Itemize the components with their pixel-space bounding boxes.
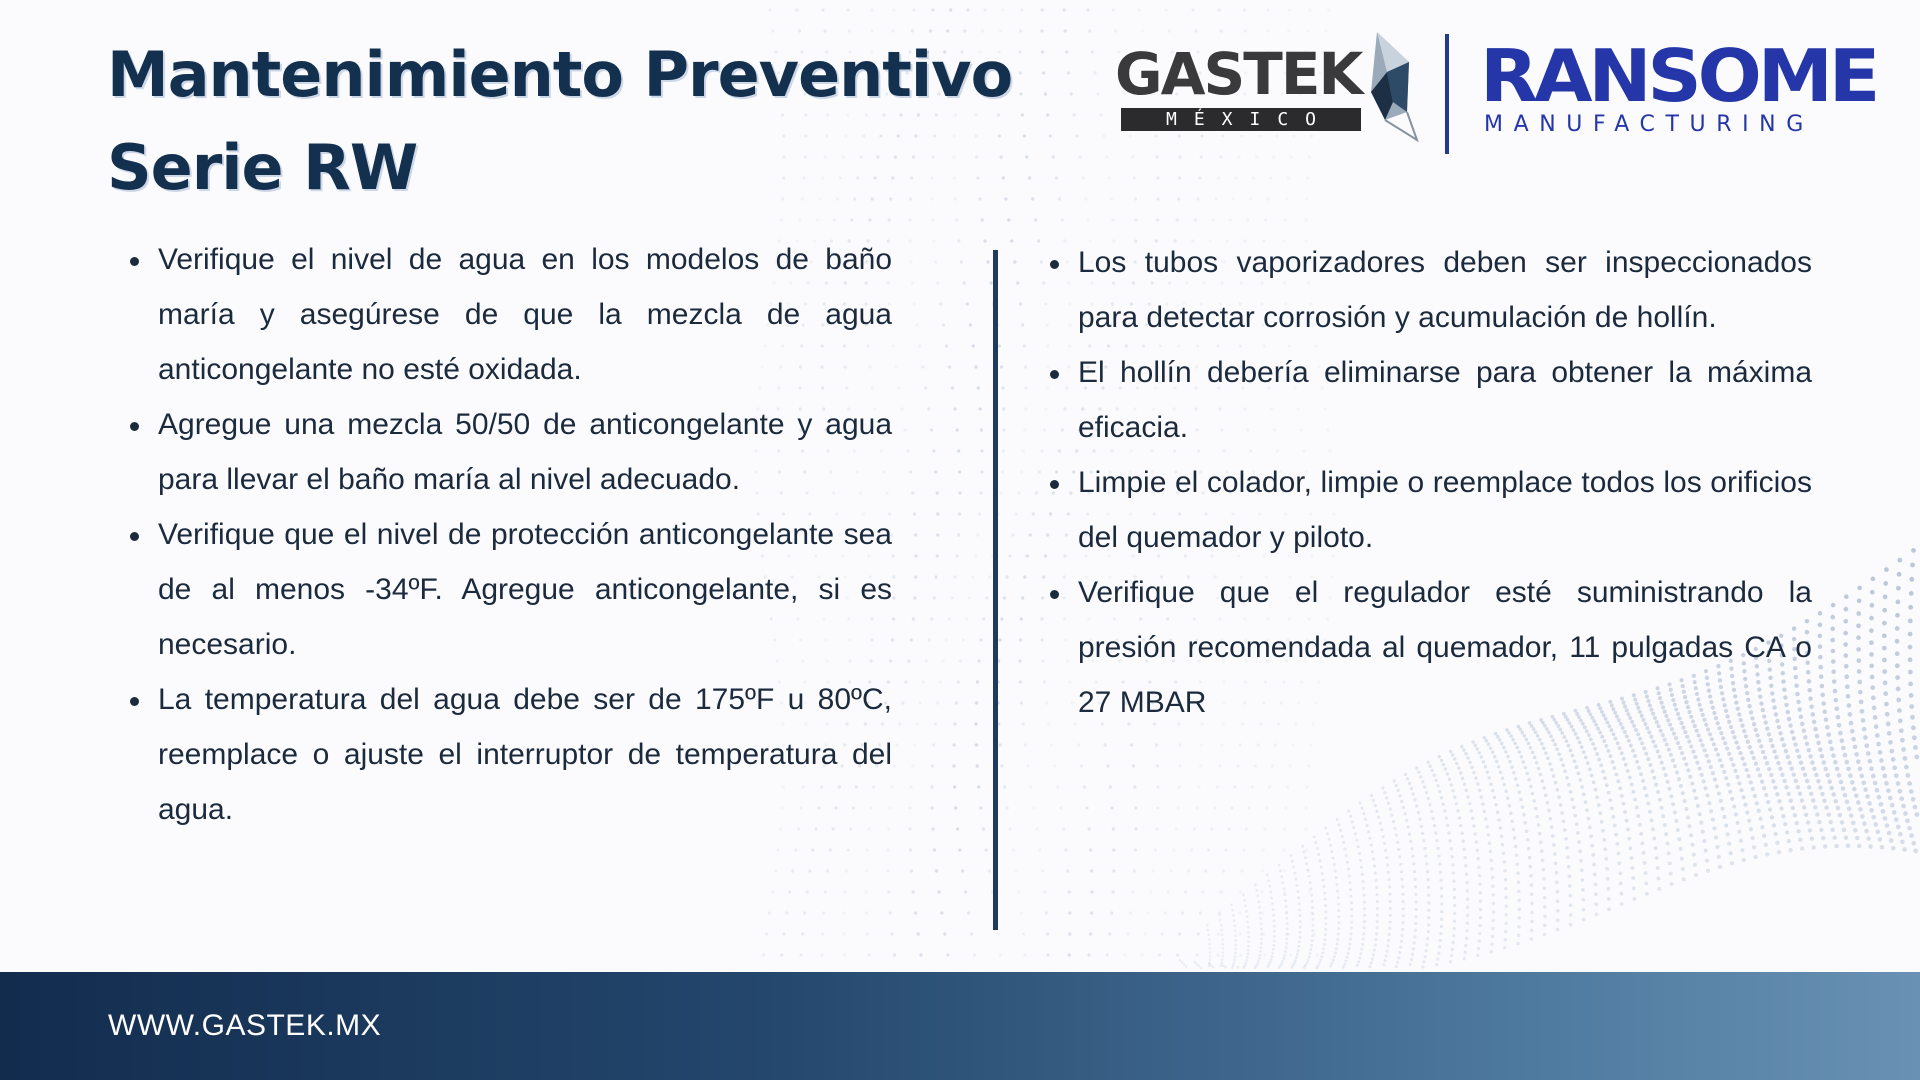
- list-item: Verifique que el nivel de protección anticongelante sea de al menos -34ºF. Agregue anticongelante, si es necesario.: [130, 507, 892, 672]
- ransome-logo-name: RANSOME: [1480, 34, 1877, 118]
- page-title-line-2: Serie RW: [107, 131, 418, 204]
- page-title: [107, 28, 1012, 214]
- footer-website-link[interactable]: WWW.GASTEK.MX: [108, 1009, 382, 1042]
- list-item: Agregue una mezcla 50/50 de anticongelante y agua para llevar el baño maría al nivel adecuado.: [130, 397, 892, 507]
- list-item: Limpie el colador, limpie o reemplace todos los orificios del quemador y piloto.: [1050, 455, 1812, 565]
- right-bullet-list: [1050, 235, 1812, 730]
- logo-bar: [1110, 28, 1877, 160]
- list-item: El hollín debería eliminarse para obtener la máxima eficacia.: [1050, 345, 1812, 455]
- gastek-logo-sub: MÉXICO: [1121, 108, 1361, 131]
- gastek-logo-name: GASTEK: [1115, 40, 1362, 108]
- page-title-line-1: Mantenimiento Preventivo: [107, 38, 1013, 111]
- column-divider: [993, 250, 998, 930]
- list-item: Los tubos vaporizadores deben ser inspeccionados para detectar corrosión y acumulación de hollín.: [1050, 235, 1812, 345]
- logo-divider: [1445, 34, 1449, 154]
- list-item: Verifique que el regulador esté suministrando la presión recomendada al quemador, 11 pulgadas CA o 27 MBAR: [1050, 565, 1812, 730]
- ransome-logo-sub: MANUFACTURING: [1484, 112, 1814, 137]
- list-item: Verifique el nivel de agua en los modelos de baño maría y asegúrese de que la mezcla de agua anticongelante no esté oxidada.: [130, 232, 892, 397]
- left-bullet-list: [130, 232, 892, 837]
- gem-icon: [1367, 32, 1419, 142]
- ransome-logo: [1480, 34, 1877, 148]
- list-item: La temperatura del agua debe ser de 175ºF u 80ºC, reemplace o ajuste el interruptor de temperatura del agua.: [130, 672, 892, 837]
- gastek-logo: [1115, 28, 1420, 143]
- footer-bar: [0, 972, 1920, 1080]
